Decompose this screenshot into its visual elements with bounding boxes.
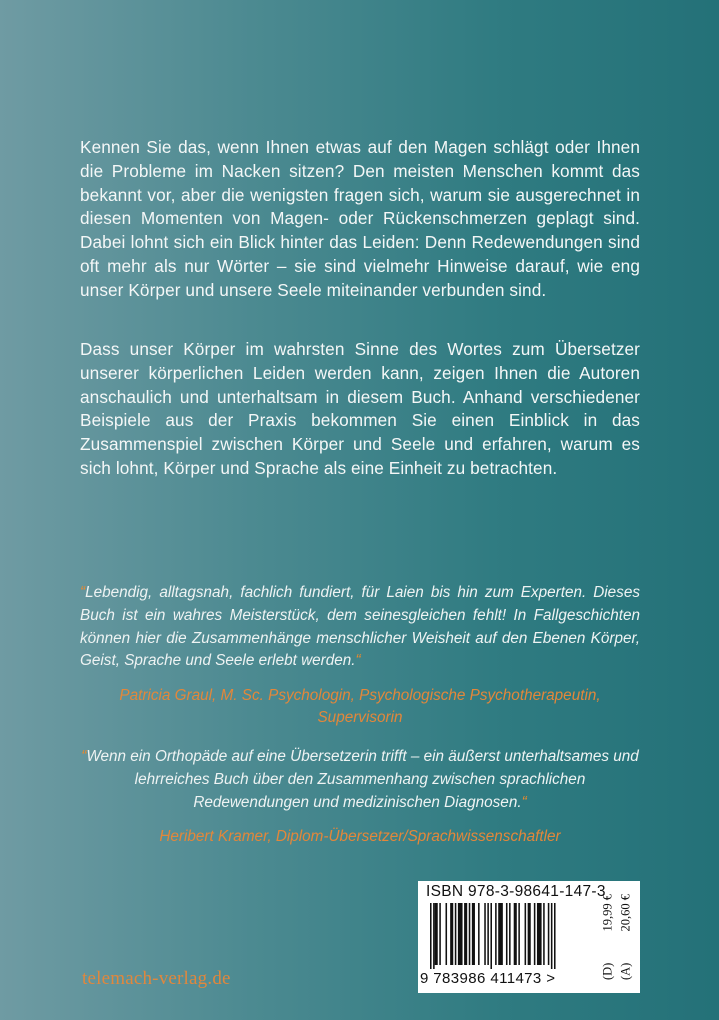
barcode-bar bbox=[487, 903, 489, 965]
price-austria-text bbox=[619, 894, 634, 980]
barcode-bar bbox=[498, 903, 503, 965]
barcode-bar bbox=[490, 903, 492, 969]
price-austria-value: 20,60 € bbox=[618, 893, 633, 932]
quote-open-mark: “ bbox=[81, 748, 87, 765]
price-germany-text bbox=[601, 894, 616, 980]
barcode-bar bbox=[495, 903, 497, 965]
blurb-paragraph-1: Kennen Sie das, wenn Ihnen etwas auf den Magen schlägt oder Ihnen die Probleme im Nacken sitzen? Den meisten Menschen kommt das bekannt vor, aber die wenigsten fragen sich, warum sie ausgerechnet in diesen Momenten von Magen- oder Rückenschmerzen geplagt sind. Dabei lohnt sich ein Blick hinter das Leiden: Denn Redewendungen sind oft mehr als nur Wörter – sie sind vielmehr Hinweise darauf, wie eng unser Körper und unsere Seele miteinander verbunden sind. bbox=[80, 137, 640, 300]
barcode-bar bbox=[548, 903, 550, 965]
quote-open-mark: “ bbox=[80, 584, 86, 601]
review-quote-2-author: Heribert Kramer, Diplom-Übersetzer/Sprachwissenschaftler bbox=[159, 828, 561, 846]
review-quote-2-body: Wenn ein Orthopäde auf eine Übersetzerin trifft – ein äußerst unterhaltsames und lehrreiches Buch über den Zusammenhang zwischen sprachlichen Redewendungen und medizinischen Diagnosen. bbox=[86, 748, 639, 811]
review-quote-1-text bbox=[80, 582, 640, 673]
barcode-digits: 9 783986 411473 > bbox=[420, 970, 556, 987]
barcode-bar bbox=[528, 903, 531, 965]
barcode-bar bbox=[484, 903, 486, 965]
review-quote-1 bbox=[80, 582, 640, 729]
barcode-bar bbox=[537, 903, 542, 965]
publisher-website[interactable]: telemach-verlag.de bbox=[82, 968, 231, 989]
barcode-bar bbox=[450, 903, 453, 965]
barcode-bar bbox=[514, 903, 517, 965]
review-quote-2 bbox=[80, 746, 640, 848]
barcode-bar bbox=[430, 903, 432, 969]
price-austria bbox=[616, 883, 636, 991]
review-quote-2-text bbox=[80, 746, 640, 814]
quote-close-mark: “ bbox=[521, 793, 527, 811]
isbn-barcode-box bbox=[418, 881, 640, 993]
review-quote-1-body: Lebendig, alltagsnah, fachlich fundiert, für Laien bis hin zum Experten. Dieses Buch ist ein wahres Meisterstück, dem seinesgleichen fehlt! In Fallgeschichten können hier die Zusammenhänge menschlicher Weisheit auf den Ebenen Körper, Geist, Sprache und Seele erlebt werden. bbox=[80, 584, 640, 670]
barcode-bar bbox=[458, 903, 463, 965]
barcode-bar bbox=[506, 903, 508, 965]
blurb-paragraph-2: Dass unser Körper im wahrsten Sinne des Wortes zum Übersetzer unserer körperlichen Leiden werden kann, zeigen Ihnen die Autoren anschaulich und unterhaltsam in diesem Buch. Anhand verschiedener Beispiele aus der Praxis bekommen Sie einen Einblick in das Zusammenspiel zwischen Körper und Seele und erfahren, warum es sich lohnt, Körper und Sprache als eine Einheit zu betrachten. bbox=[80, 339, 640, 478]
quote-close-mark: “ bbox=[355, 652, 361, 670]
barcode-bar bbox=[525, 903, 527, 965]
price-austria-code: (A) bbox=[618, 962, 633, 981]
barcode-bar bbox=[439, 903, 441, 965]
barcode-bar bbox=[551, 903, 553, 969]
barcode-bar bbox=[446, 903, 448, 965]
barcode-bar bbox=[518, 903, 520, 965]
barcode-bar bbox=[469, 903, 471, 965]
barcode-bar bbox=[435, 903, 438, 965]
barcode-bar bbox=[543, 903, 545, 965]
barcode-bar bbox=[433, 903, 435, 969]
barcode-bar bbox=[472, 903, 475, 965]
barcode-bar bbox=[455, 903, 457, 965]
barcode-bar bbox=[534, 903, 536, 965]
barcode-bar bbox=[554, 903, 556, 969]
review-quote-1-author: Patricia Graul, M. Sc. Psychologin, Psychologische Psychotherapeutin, Supervisorin bbox=[119, 687, 601, 727]
barcode-bar bbox=[509, 903, 511, 965]
barcode-image bbox=[424, 903, 594, 969]
price-germany-code: (D) bbox=[600, 962, 615, 981]
isbn-label: ISBN 978-3-98641-147-3 bbox=[426, 883, 606, 900]
price-germany bbox=[598, 883, 618, 991]
price-germany-value: 19,99 € bbox=[600, 893, 615, 932]
barcode-bar bbox=[478, 903, 480, 965]
barcode-bar bbox=[464, 903, 467, 965]
